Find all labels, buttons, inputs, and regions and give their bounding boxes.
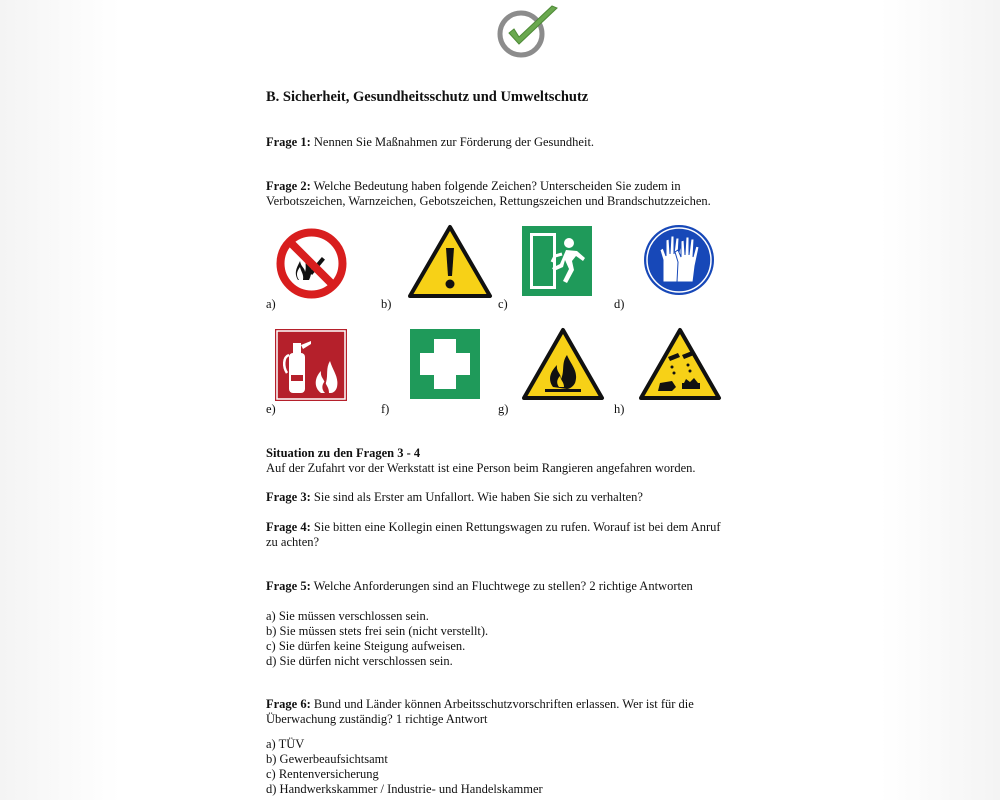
question-6-line1: Bund und Länder können Arbeitsschutzvorschriften erlassen. Wer ist für die: [310, 697, 694, 711]
question-2-label: Frage 2:: [266, 179, 311, 193]
question-5-text: Welche Anforderungen sind an Fluchtwege zu stellen? 2 richtige Antworten: [310, 579, 693, 593]
question-6-answers: [266, 737, 543, 797]
question-4: [266, 520, 721, 550]
answer-item: c) Rentenversicherung: [266, 767, 379, 781]
question-4-line1: Sie bitten eine Kollegin einen Rettungswagen zu rufen. Worauf ist bei dem Anruf: [310, 520, 721, 534]
sign-e-label: e): [266, 402, 276, 416]
question-4-line2: zu achten?: [266, 535, 320, 549]
fire-extinguisher-sign-icon: [275, 329, 347, 401]
question-2-line1: Welche Bedeutung haben folgende Zeichen? Unterscheiden Sie zudem in: [310, 179, 681, 193]
question-6-line2: Überwachung zuständig? 1 richtige Antwort: [266, 712, 488, 726]
question-1-text: Nennen Sie Maßnahmen zur Förderung der Gesundheit.: [310, 135, 595, 149]
answer-item: b) Gewerbeaufsichtsamt: [266, 752, 388, 766]
flammable-warning-sign-icon: [521, 327, 605, 401]
sign-h-label: h): [614, 402, 625, 416]
answer-item: a) Sie müssen verschlossen sein.: [266, 609, 429, 623]
question-4-label: Frage 4:: [266, 520, 311, 534]
question-3-text: Sie sind als Erster am Unfallort. Wie haben Sie sich zu verhalten?: [310, 490, 643, 504]
question-2: [266, 179, 711, 209]
question-3-label: Frage 3:: [266, 490, 311, 504]
sign-a-label: a): [266, 297, 276, 311]
situation-block: [266, 446, 696, 476]
general-warning-sign-icon: [407, 224, 493, 299]
question-6: [266, 697, 694, 727]
question-5: [266, 579, 693, 594]
question-6-label: Frage 6:: [266, 697, 311, 711]
answer-item: b) Sie müssen stets frei sein (nicht verstellt).: [266, 624, 489, 638]
sign-d-label: d): [614, 297, 625, 311]
sign-g-label: g): [498, 402, 509, 416]
first-aid-sign-icon: [410, 329, 480, 399]
sign-f-label: f): [381, 402, 390, 416]
answer-item: c) Sie dürfen keine Steigung aufweisen.: [266, 639, 466, 653]
answer-item: d) Sie dürfen nicht verschlossen sein.: [266, 654, 453, 668]
answer-item: d) Handwerkskammer / Industrie- und Handelskammer: [266, 782, 543, 796]
answer-item: a) TÜV: [266, 737, 305, 751]
question-1: [266, 135, 594, 150]
no-open-fire-sign-icon: [276, 228, 347, 299]
section-heading: B. Sicherheit, Gesundheitsschutz und Umweltschutz: [266, 89, 589, 105]
question-3: [266, 490, 643, 505]
emergency-exit-sign-icon: [522, 226, 592, 296]
question-2-line2: Verbotszeichen, Warnzeichen, Gebotszeichen, Rettungszeichen und Brandschutzzeichen.: [266, 194, 711, 208]
question-5-label: Frage 5:: [266, 579, 311, 593]
question-1-label: Frage 1:: [266, 135, 311, 149]
corrosive-warning-sign-icon: [638, 327, 722, 401]
situation-text: Auf der Zufahrt vor der Werkstatt ist eine Person beim Rangieren angefahren worden.: [266, 461, 696, 475]
sign-c-label: c): [498, 297, 508, 311]
situation-title: Situation zu den Fragen 3 - 4: [266, 446, 421, 460]
sign-b-label: b): [381, 297, 392, 311]
question-5-answers: [266, 609, 488, 669]
wear-gloves-sign-icon: [643, 224, 715, 296]
checkmark-logo-icon: [497, 4, 561, 58]
